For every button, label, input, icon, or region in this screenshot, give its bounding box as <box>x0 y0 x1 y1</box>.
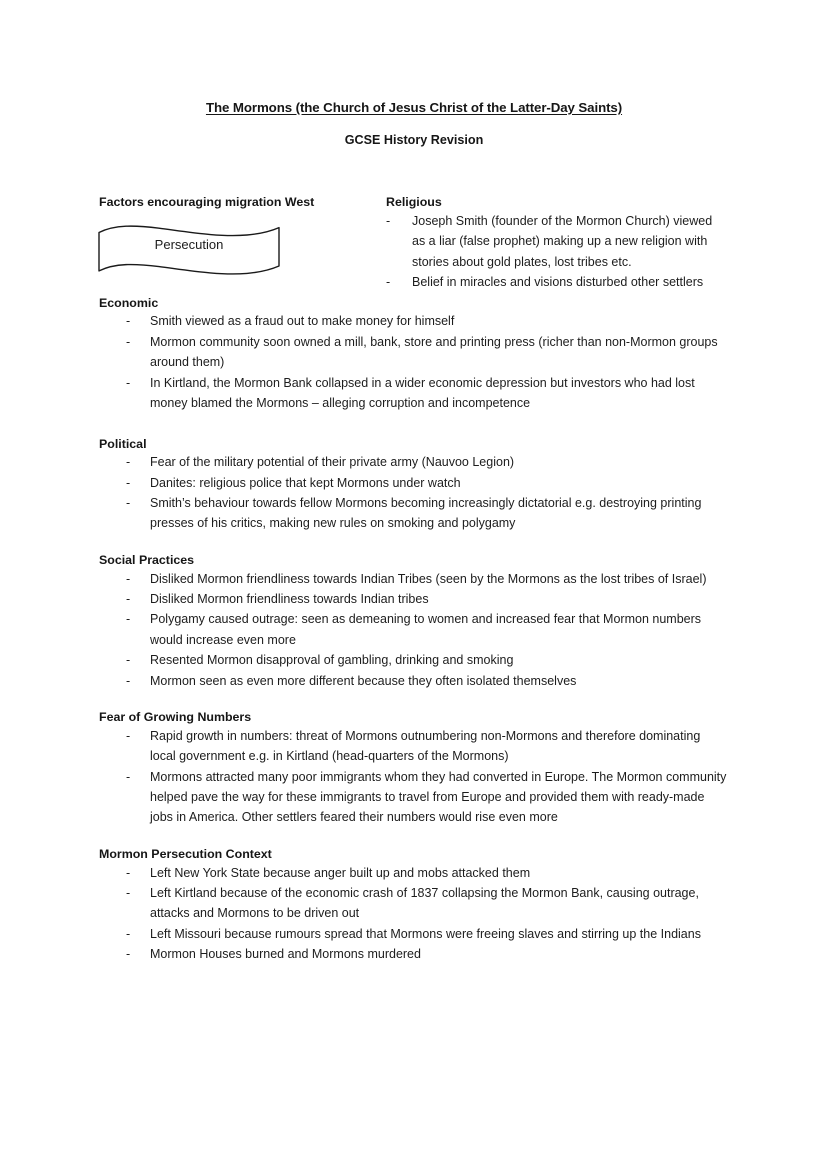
list-item: - Smith’s behaviour towards fellow Mormons becoming increasingly dictatorial e.g. destroying printing presses of his critics, making new rules on smoking and polygamy <box>99 493 727 534</box>
list-item: - Danites: religious police that kept Mormons under watch <box>99 473 727 493</box>
list-persecution-context <box>99 863 727 965</box>
list-social-practices <box>99 569 727 691</box>
right-column <box>386 194 727 292</box>
wave-banner-label: Persecution <box>154 237 224 252</box>
list-item: - Polygamy caused outrage: seen as demeaning to women and increased fear that Mormon numbers would increase even more <box>99 609 727 650</box>
heading-political: Political <box>99 436 147 451</box>
list-item: - Mormon seen as even more different because they often isolated themselves <box>99 671 727 691</box>
page-subtitle: GCSE History Revision <box>344 133 484 147</box>
list-fear-of-growing-numbers <box>99 726 727 828</box>
heading-economic: Economic <box>99 295 159 310</box>
heading-factors: Factors encouraging migration West <box>99 195 315 209</box>
heading-persecution-context: Mormon Persecution Context <box>99 846 272 861</box>
list-item: - Left Kirtland because of the economic crash of 1837 collapsing the Mormon Bank, causing outrage, attacks and Mormons to be driven out <box>99 883 727 924</box>
left-column <box>99 194 727 965</box>
list-economic <box>99 311 727 413</box>
list-item: - Mormons attracted many poor immigrants whom they had converted in Europe. The Mormon community helped pave the way for these immigrants to travel from Europe and provided them with ready-made jobs in America. Other settlers feared their numbers would rise even more <box>99 767 727 828</box>
heading-fear-of-growing-numbers: Fear of Growing Numbers <box>99 710 252 725</box>
page-title-text: The Mormons (the Church of Jesus Christ of the Latter-Day Saints) <box>205 100 623 115</box>
list-item: - Disliked Mormon friendliness towards Indian tribes <box>99 589 727 609</box>
heading-religious: Religious <box>386 195 442 209</box>
list-item: - In Kirtland, the Mormon Bank collapsed in a wider economic depression but investors who had lost money blamed the Mormons – alleging corruption and incompetence <box>99 373 727 414</box>
list-item: - Smith viewed as a fraud out to make money for himself <box>99 311 727 331</box>
list-item: - Left Missouri because rumours spread that Mormons were freeing slaves and stirring up the Indians <box>99 924 727 944</box>
page-title <box>0 100 828 115</box>
list-item: - Left New York State because anger built up and mobs attacked them <box>99 863 727 883</box>
list-item: - Mormon Houses burned and Mormons murdered <box>99 944 727 964</box>
list-item: - Belief in miracles and visions disturbed other settlers <box>386 272 727 292</box>
list-item: - Fear of the military potential of their private army (Nauvoo Legion) <box>99 452 727 472</box>
heading-social-practices: Social Practices <box>99 552 195 567</box>
list-item: - Joseph Smith (founder of the Mormon Church) viewed as a liar (false prophet) making up a new religion with stories about gold plates, lost tribes etc. <box>386 211 727 272</box>
list-item: - Mormon community soon owned a mill, bank, store and printing press (richer than non-Mormon groups around them) <box>99 332 727 373</box>
list-religious <box>386 211 727 293</box>
list-item: - Disliked Mormon friendliness towards Indian Tribes (seen by the Mormons as the lost tribes of Israel) <box>99 569 727 589</box>
list-political <box>99 452 727 534</box>
list-item: - Resented Mormon disapproval of gambling, drinking and smoking <box>99 650 727 670</box>
list-item: - Rapid growth in numbers: threat of Mormons outnumbering non-Mormons and therefore dominating local government e.g. in Kirtland (head-quarters of the Mormons) <box>99 726 727 767</box>
